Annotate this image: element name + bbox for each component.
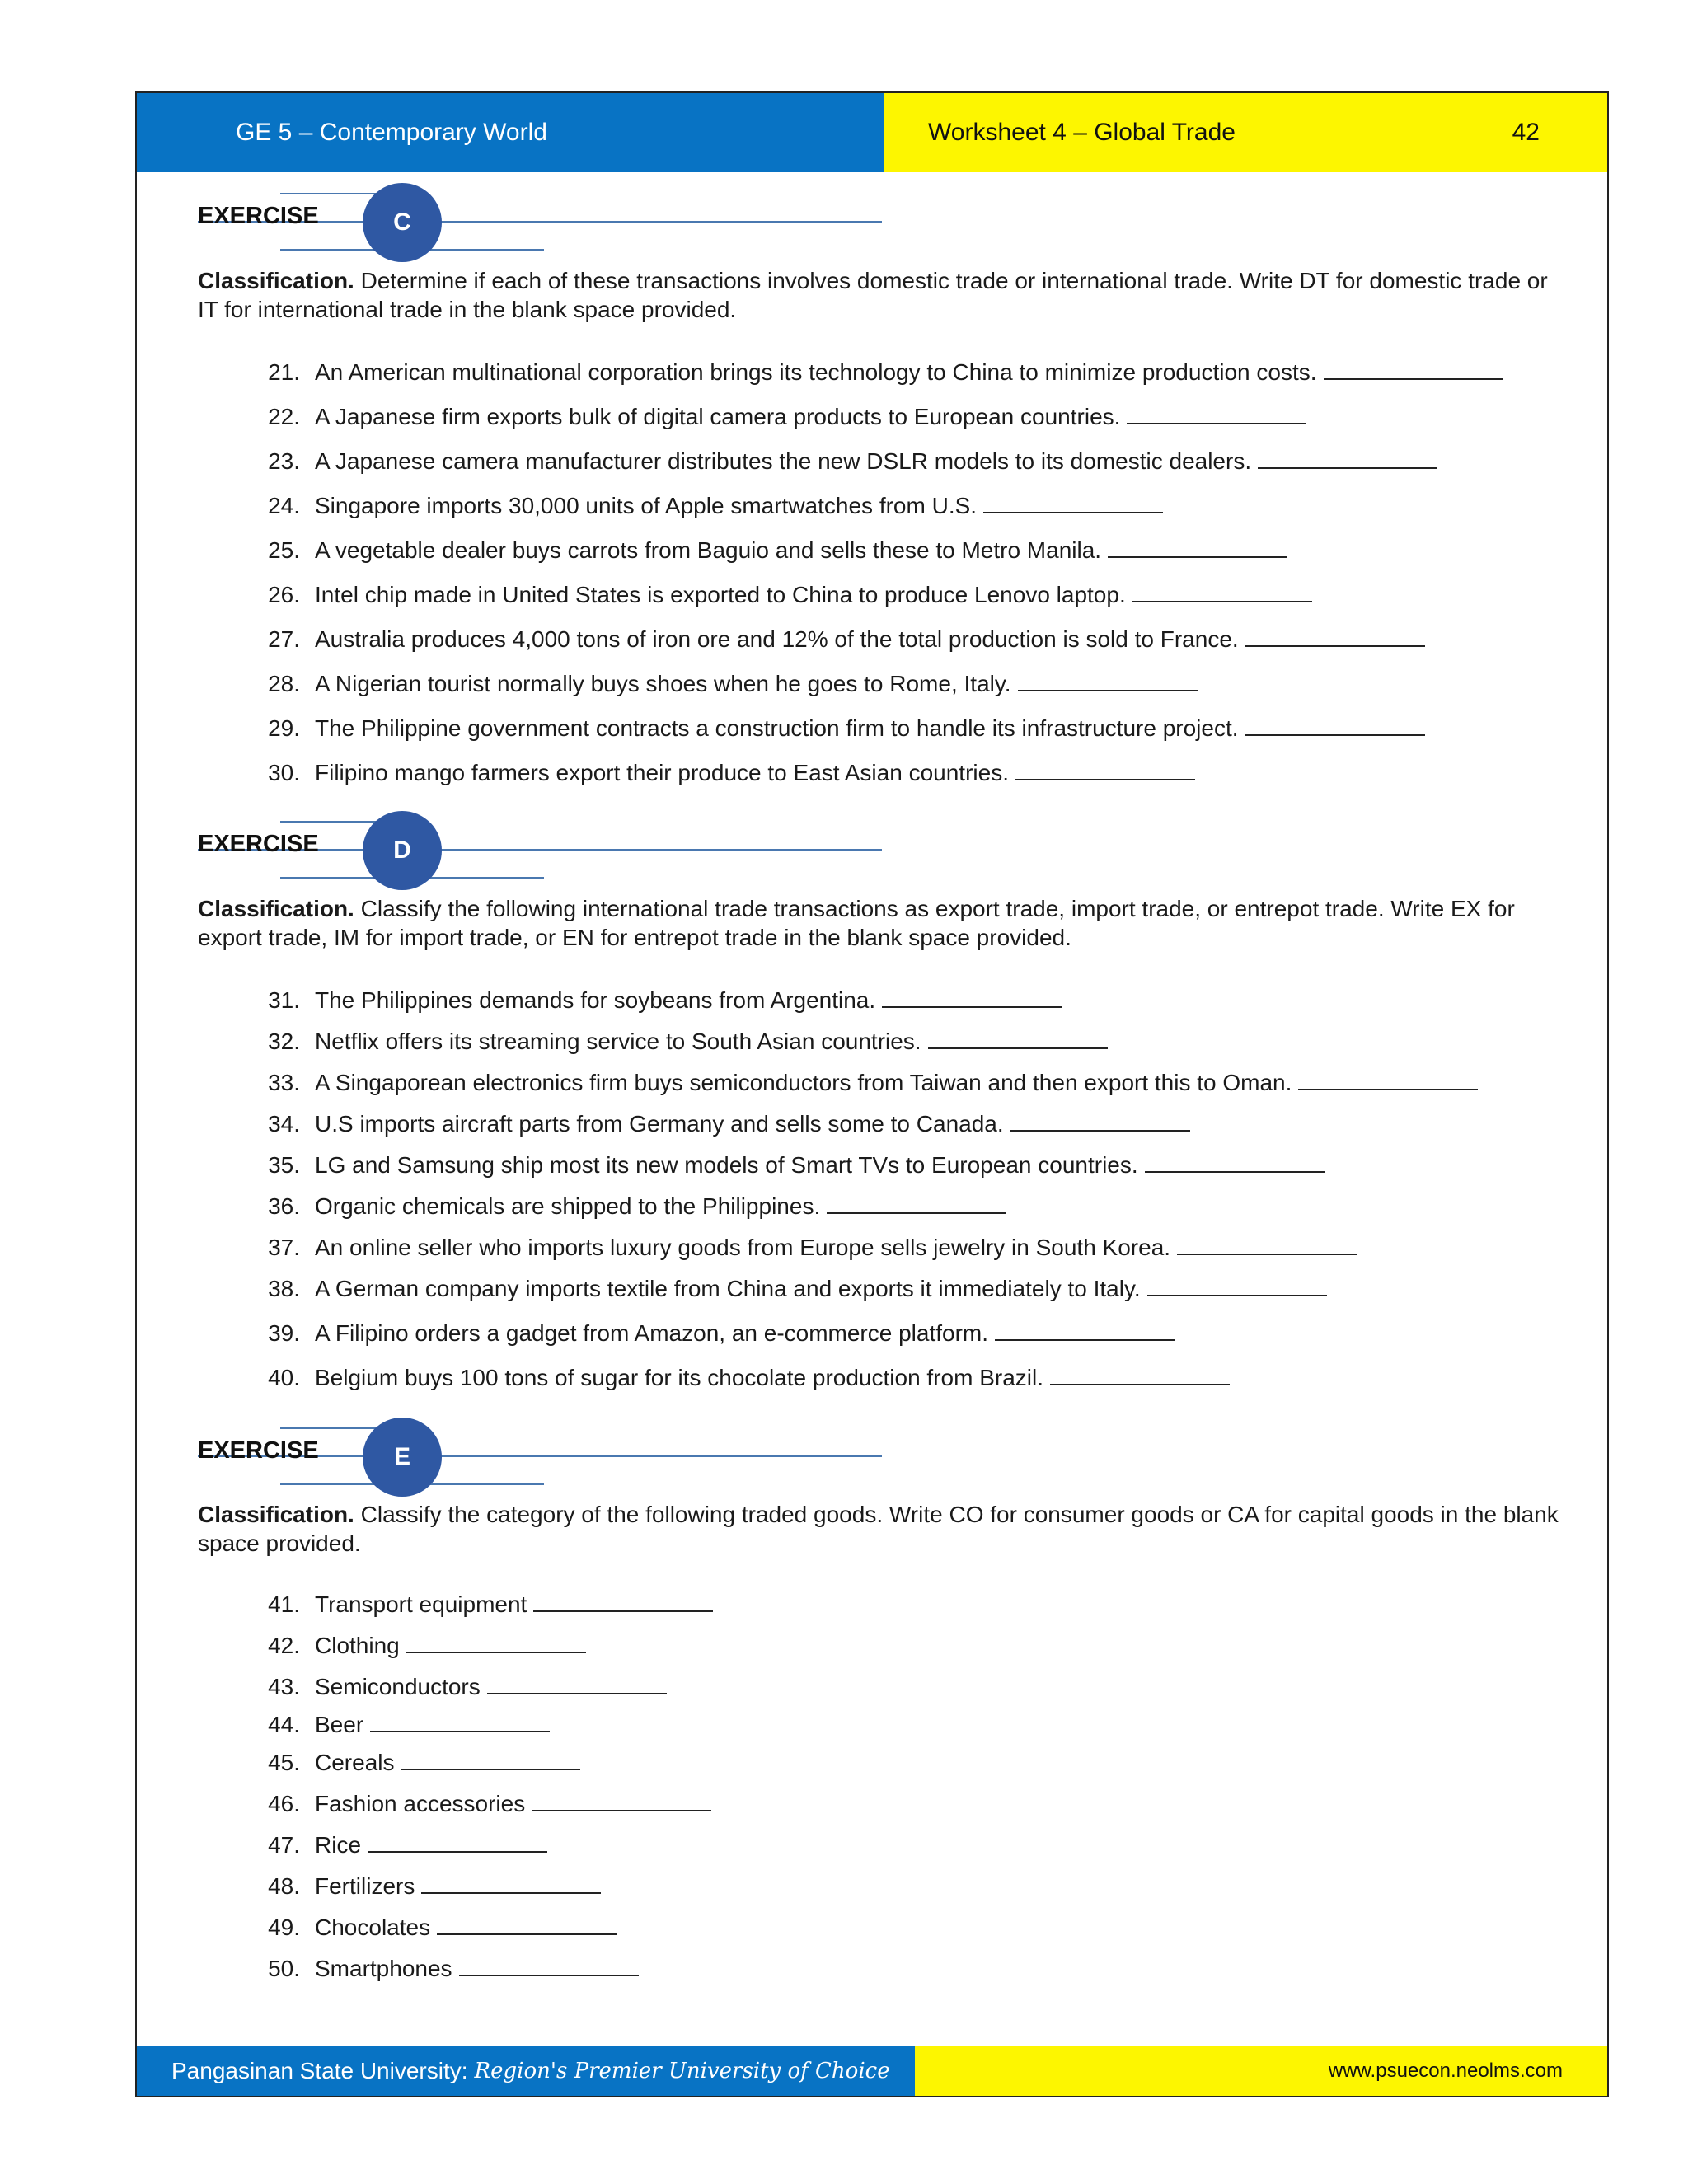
item-text: Transport equipment (315, 1591, 528, 1617)
item-number: 42. (268, 1633, 300, 1658)
item-number: 24. (268, 493, 300, 518)
footer-university (137, 2046, 915, 2096)
item-text: Smartphones (315, 1956, 452, 1981)
answer-blank[interactable] (1127, 401, 1306, 424)
list-item (242, 1067, 1478, 1096)
answer-blank[interactable] (995, 1318, 1175, 1341)
item-text: Rice (315, 1832, 362, 1858)
item-text: A vegetable dealer buys carrots from Baguio and sells these to Metro Manila. (315, 537, 1102, 563)
course-title: GE 5 – Contemporary World (137, 93, 884, 172)
item-text: The Philippines demands for soybeans from Argentina. (315, 987, 876, 1013)
list-item (242, 1671, 667, 1700)
answer-blank[interactable] (1010, 1108, 1190, 1132)
list-item (242, 1026, 1108, 1055)
answer-blank[interactable] (532, 1788, 711, 1811)
item-number: 34. (268, 1111, 300, 1137)
item-number: 27. (268, 626, 300, 652)
instruction-text: Determine if each of these transactions involves domestic trade or international trade. Write DT for domestic trade or IT for international trade in the blank space provided. (198, 268, 1548, 322)
item-number: 41. (268, 1591, 300, 1617)
list-item (242, 1232, 1357, 1261)
item-number: 37. (268, 1235, 300, 1260)
list-item (242, 1630, 586, 1659)
list-item (242, 1871, 601, 1900)
exercise-d-instruction (198, 894, 1566, 952)
item-text: The Philippine government contracts a construction firm to handle its infrastructure project. (315, 715, 1239, 741)
item-text: Fertilizers (315, 1873, 415, 1899)
item-text: A Singaporean electronics firm buys semiconductors from Taiwan and then export this to Oman. (315, 1070, 1292, 1095)
footer-website-bar (915, 2046, 1607, 2096)
page-number: 42 (1512, 119, 1540, 146)
item-number: 40. (268, 1365, 300, 1390)
answer-blank[interactable] (487, 1671, 667, 1694)
list-item (242, 1912, 617, 1941)
item-text: Belgium buys 100 tons of sugar for its chocolate production from Brazil. (315, 1365, 1043, 1390)
exercise-d-heading (198, 816, 940, 882)
answer-blank[interactable] (1298, 1067, 1478, 1090)
instruction-bold: Classification. (198, 896, 354, 921)
answer-blank[interactable] (1147, 1273, 1327, 1296)
item-number: 49. (268, 1915, 300, 1940)
item-text: A Filipino orders a gadget from Amazon, an e-commerce platform. (315, 1320, 989, 1346)
item-number: 21. (268, 359, 300, 385)
item-text: Australia produces 4,000 tons of iron ore and 12% of the total production is sold to France. (315, 626, 1239, 652)
list-item (242, 1191, 1006, 1220)
item-text: Fashion accessories (315, 1791, 526, 1816)
exercise-letter-badge: D (363, 811, 442, 890)
item-number: 39. (268, 1320, 300, 1346)
answer-blank[interactable] (983, 490, 1163, 513)
exercise-label: EXERCISE (198, 831, 319, 857)
list-item (242, 713, 1425, 742)
exercise-letter-badge: C (363, 183, 442, 262)
answer-blank[interactable] (1258, 446, 1437, 469)
answer-blank[interactable] (1177, 1232, 1357, 1255)
answer-blank[interactable] (928, 1026, 1108, 1049)
item-number: 26. (268, 582, 300, 607)
item-number: 48. (268, 1873, 300, 1899)
answer-blank[interactable] (827, 1191, 1006, 1214)
item-number: 36. (268, 1193, 300, 1219)
item-number: 29. (268, 715, 300, 741)
item-text: A German company imports textile from China and exports it immediately to Italy. (315, 1276, 1141, 1301)
item-number: 45. (268, 1750, 300, 1775)
worksheet-page (135, 91, 1609, 2097)
item-text: Cereals (315, 1750, 395, 1775)
university-name: Pangasinan State University: (171, 2058, 468, 2083)
answer-blank[interactable] (1015, 757, 1195, 780)
decor-line (280, 821, 379, 823)
answer-blank[interactable] (1245, 624, 1425, 647)
exercise-label: EXERCISE (198, 203, 319, 229)
item-number: 46. (268, 1791, 300, 1816)
instruction-bold: Classification. (198, 1502, 354, 1527)
answer-blank[interactable] (1050, 1362, 1230, 1385)
answer-blank[interactable] (421, 1871, 601, 1894)
page-header (137, 93, 1607, 172)
item-number: 38. (268, 1276, 300, 1301)
item-text: A Japanese camera manufacturer distributes the new DSLR models to its domestic dealers. (315, 448, 1252, 474)
exercise-c-heading (198, 188, 940, 254)
exercise-e-instruction (198, 1500, 1566, 1558)
item-number: 30. (268, 760, 300, 785)
website-link[interactable]: www.psuecon.neolms.com (1328, 2060, 1563, 2082)
item-number: 28. (268, 671, 300, 696)
exercise-c-instruction (198, 266, 1566, 324)
item-number: 47. (268, 1832, 300, 1858)
item-number: 22. (268, 404, 300, 429)
item-text: Netflix offers its streaming service to South Asian countries. (315, 1029, 921, 1054)
answer-blank[interactable] (401, 1747, 580, 1770)
answer-blank[interactable] (533, 1589, 713, 1612)
answer-blank[interactable] (882, 985, 1062, 1008)
answer-blank[interactable] (1145, 1150, 1325, 1173)
answer-blank[interactable] (1132, 579, 1312, 602)
list-item (242, 579, 1312, 608)
answer-blank[interactable] (1108, 535, 1287, 558)
item-text: Organic chemicals are shipped to the Philippines. (315, 1193, 821, 1219)
exercise-e-heading (198, 1422, 940, 1488)
item-text: A Japanese firm exports bulk of digital camera products to European countries. (315, 404, 1121, 429)
item-number: 50. (268, 1956, 300, 1981)
answer-blank[interactable] (1245, 713, 1425, 736)
answer-blank[interactable] (370, 1709, 550, 1732)
exercise-label: EXERCISE (198, 1437, 319, 1464)
exercise-letter-badge: E (363, 1418, 442, 1497)
answer-blank[interactable] (459, 1953, 639, 1976)
decor-line (280, 193, 379, 194)
answer-blank[interactable] (1018, 668, 1198, 691)
list-item (242, 1830, 547, 1858)
item-number: 35. (268, 1152, 300, 1178)
list-item (242, 1273, 1327, 1302)
worksheet-title-bar (884, 93, 1607, 172)
item-text: Semiconductors (315, 1674, 481, 1699)
item-text: A Nigerian tourist normally buys shoes when he goes to Rome, Italy. (315, 671, 1011, 696)
answer-blank[interactable] (406, 1630, 586, 1653)
list-item (242, 1953, 639, 1982)
item-text: Clothing (315, 1633, 400, 1658)
item-text: Beer (315, 1712, 364, 1737)
item-number: 33. (268, 1070, 300, 1095)
item-number: 31. (268, 987, 300, 1013)
item-number: 32. (268, 1029, 300, 1054)
list-item (242, 535, 1287, 564)
answer-blank[interactable] (368, 1830, 547, 1853)
answer-blank[interactable] (1324, 357, 1503, 380)
list-item (242, 1150, 1325, 1179)
list-item (242, 357, 1503, 386)
decor-line (280, 1427, 379, 1429)
item-text: An online seller who imports luxury goods from Europe sells jewelry in South Korea. (315, 1235, 1171, 1260)
instruction-text: Classify the following international trade transactions as export trade, import trade, or entrepot trade. Write EX for export trade, IM for import trade, or EN for entrepot trade in the blank space provided. (198, 896, 1515, 950)
instruction-bold: Classification. (198, 268, 354, 293)
item-text: Singapore imports 30,000 units of Apple smartwatches from U.S. (315, 493, 978, 518)
item-text: Intel chip made in United States is exported to China to produce Lenovo laptop. (315, 582, 1126, 607)
item-text: U.S imports aircraft parts from Germany and sells some to Canada. (315, 1111, 1004, 1137)
worksheet-title: Worksheet 4 – Global Trade (928, 119, 1236, 146)
list-item (242, 1589, 713, 1618)
list-item (242, 490, 1163, 519)
list-item (242, 1747, 580, 1776)
item-text: Chocolates (315, 1915, 431, 1940)
list-item (242, 757, 1195, 786)
list-item (242, 401, 1306, 430)
item-text: Filipino mango farmers export their produce to East Asian countries. (315, 760, 1009, 785)
list-item (242, 1318, 1175, 1347)
item-text: An American multinational corporation brings its technology to China to minimize production costs. (315, 359, 1317, 385)
list-item (242, 985, 1062, 1014)
university-tagline: Region's Premier University of Choice (474, 2059, 890, 2083)
item-number: 43. (268, 1674, 300, 1699)
item-number: 23. (268, 448, 300, 474)
item-text: LG and Samsung ship most its new models of Smart TVs to European countries. (315, 1152, 1138, 1178)
list-item (242, 668, 1198, 697)
list-item (242, 446, 1437, 475)
instruction-text: Classify the category of the following traded goods. Write CO for consumer goods or CA for capital goods in the blank space provided. (198, 1502, 1559, 1556)
list-item (242, 624, 1425, 653)
list-item (242, 1709, 550, 1738)
page-footer (137, 2046, 1607, 2096)
list-item (242, 1362, 1230, 1391)
list-item (242, 1788, 711, 1817)
item-number: 25. (268, 537, 300, 563)
answer-blank[interactable] (437, 1912, 617, 1935)
item-number: 44. (268, 1712, 300, 1737)
list-item (242, 1108, 1190, 1137)
